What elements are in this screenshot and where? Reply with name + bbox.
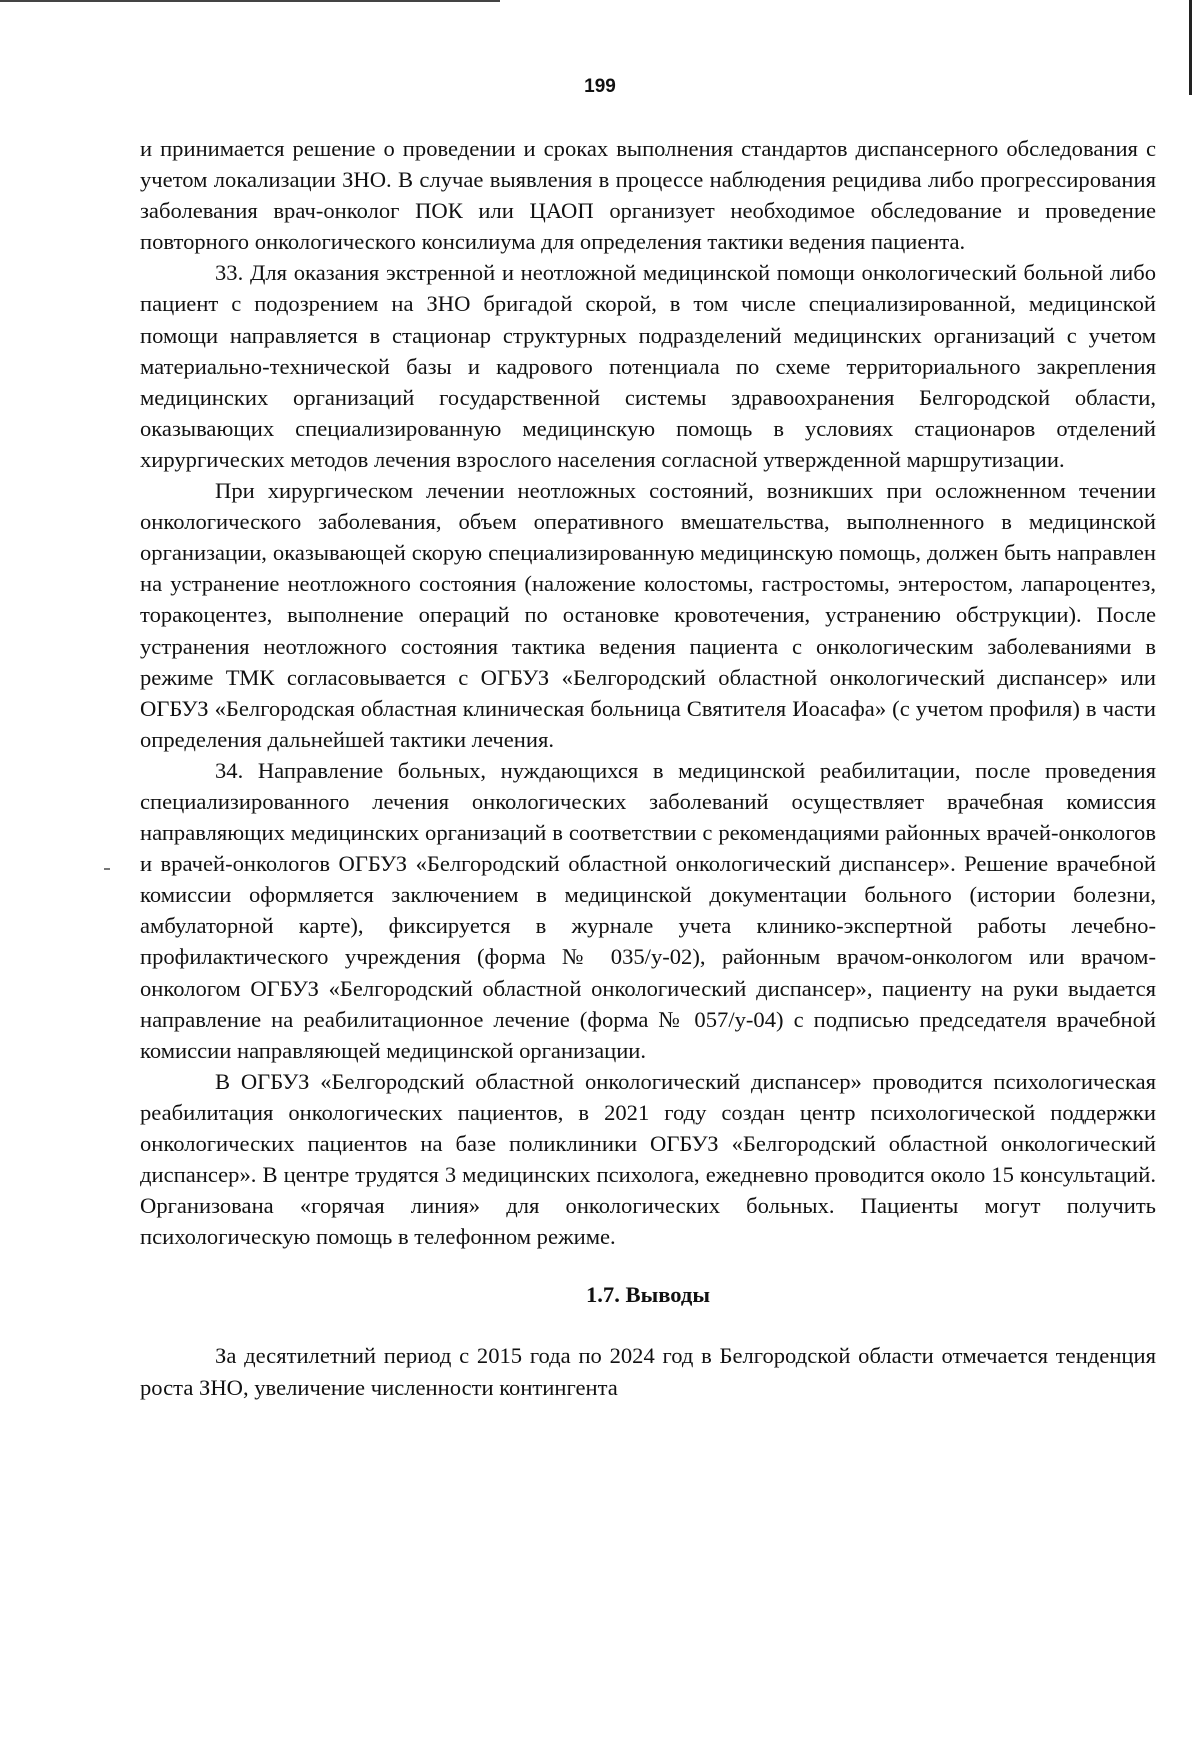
paragraph-continuation: и принимается решение о проведении и сроках выполнения стандартов диспансерного обследования с учетом локализации ЗНО. В случае выявления в процессе наблюдения рецидива либо прогрессирования заболевания врач-онколог ПОК или ЦАОП организует необходимое обследование и проведение повторного онкологического консилиума для определения тактики ведения пациента. <box>140 136 1156 255</box>
paragraph-item-33: 33. Для оказания экстренной и неотложной медицинской помощи онкологический больной либо пациент с подозрением на ЗНО бригадой скорой, в том числе специализированной, медицинской помощи направляется в стационар структурных подразделений медицинских организаций с учетом материально-технической базы и кадрового потенциала по схеме территориального закрепления медицинских организаций государственной системы здравоохранения Белгородской области, оказывающих специализированную медицинскую помощь в условиях стационаров отделений хирургических методов лечения взрослого населения согласной утвержденной маршрутизации. <box>140 260 1156 472</box>
page-number: 199 <box>584 76 616 97</box>
paragraph-psychological-rehab: В ОГБУЗ «Белгородский областной онкологический диспансер» проводится психологическая реабилитация онкологических пациентов, в 2021 году создан центр психологической поддержки онкологических пациентов на базе поликлиники ОГБУЗ «Белгородский областной онкологический диспансер». В центре трудятся 3 медицинских психолога, ежедневно проводится около 15 консультаций. Организована «горячая линия» для онкологических больных. Пациенты могут получить психологическую помощь в телефонном режиме. <box>140 1068 1156 1250</box>
paragraph-conclusions: За десятилетний период с 2015 года по 2024 год в Белгородской области отмечается тенденция роста ЗНО, увеличение численности контингента <box>140 1343 1156 1400</box>
scan-artifact-mark <box>104 868 110 870</box>
document-body <box>140 133 1156 1403</box>
scan-edge-top <box>0 0 500 2</box>
paragraph-surgical-treatment: При хирургическом лечении неотложных состояний, возникших при осложненном течении онкологического заболевания, объем оперативного вмешательства, выполненного в медицинской организации, оказывающей скорую специализированную медицинскую помощь, должен быть направлен на устранение неотложного состояния (наложение колостомы, гастростомы, энтеростом, лапароцентез, торакоцентез, выполнение операций по остановке кровотечения, устранению обструкции). После устранения неотложного состояния тактика ведения пациента с онкологическим заболеваниями в режиме ТМК согласовывается с ОГБУЗ «Белгородский областной онкологический диспансер» или ОГБУЗ «Белгородская областная клиническая больница Святителя Иоасафа» (с учетом профиля) в части определения дальнейшей тактики лечения. <box>140 478 1156 752</box>
section-heading: 1.7. Выводы <box>585 1282 710 1308</box>
paragraph-item-34: 34. Направление больных, нуждающихся в медицинской реабилитации, после проведения специализированного лечения онкологических заболеваний осуществляет врачебная комиссия направляющих медицинских организаций в соответствии с рекомендациями районных врачей-онкологов и врачей-онкологов ОГБУЗ «Белгородский областной онкологический диспансер». Решение врачебной комиссии оформляется заключением в медицинской документации больного (истории болезни, амбулаторной карте), фиксируется в журнале учета клинико-экспертной работы лечебно-профилактического учреждения (форма № 035/у-02), районным врачом-онкологом или врачом-онкологом ОГБУЗ «Белгородский областной онкологический диспансер», пациенту на руки выдается направление на реабилитационное лечение (форма № 057/у-04) с подписью председателя врачебной комиссии направляющей медицинской организации. <box>140 757 1156 1063</box>
